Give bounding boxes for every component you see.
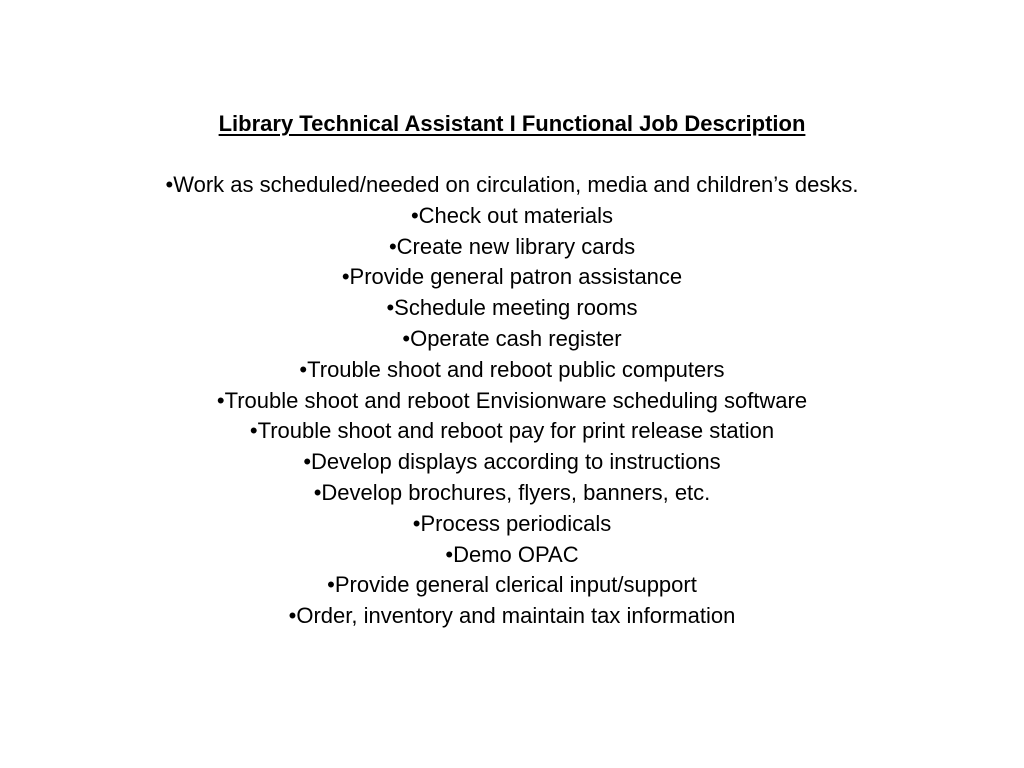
bullet-item: •Create new library cards — [388, 233, 636, 259]
bullet-item: •Operate cash register — [402, 325, 622, 351]
bullet-item: •Process periodicals — [412, 510, 612, 536]
bullet-item: •Schedule meeting rooms — [386, 295, 638, 321]
bullet-item: •Trouble shoot and reboot pay for print release station — [249, 418, 775, 444]
bullet-item: •Trouble shoot and reboot public computers — [299, 356, 725, 382]
bullet-item: •Order, inventory and maintain tax information — [288, 603, 736, 629]
bullet-item: •Provide general clerical input/support — [327, 572, 697, 598]
bullet-item: •Check out materials — [410, 202, 614, 228]
bullet-item: •Trouble shoot and reboot Envisionware scheduling software — [216, 387, 808, 413]
bullet-item: •Provide general patron assistance — [341, 264, 683, 290]
bullet-item: •Develop brochures, flyers, banners, etc. — [313, 479, 711, 505]
bullet-list — [0, 170, 1024, 632]
bullet-item: •Demo OPAC — [445, 541, 579, 567]
slide-title: Library Technical Assistant I Functional Job Description — [218, 111, 806, 136]
bullet-item: •Develop displays according to instructions — [303, 449, 721, 475]
bullet-item: •Work as scheduled/needed on circulation, media and children’s desks. — [165, 172, 859, 197]
